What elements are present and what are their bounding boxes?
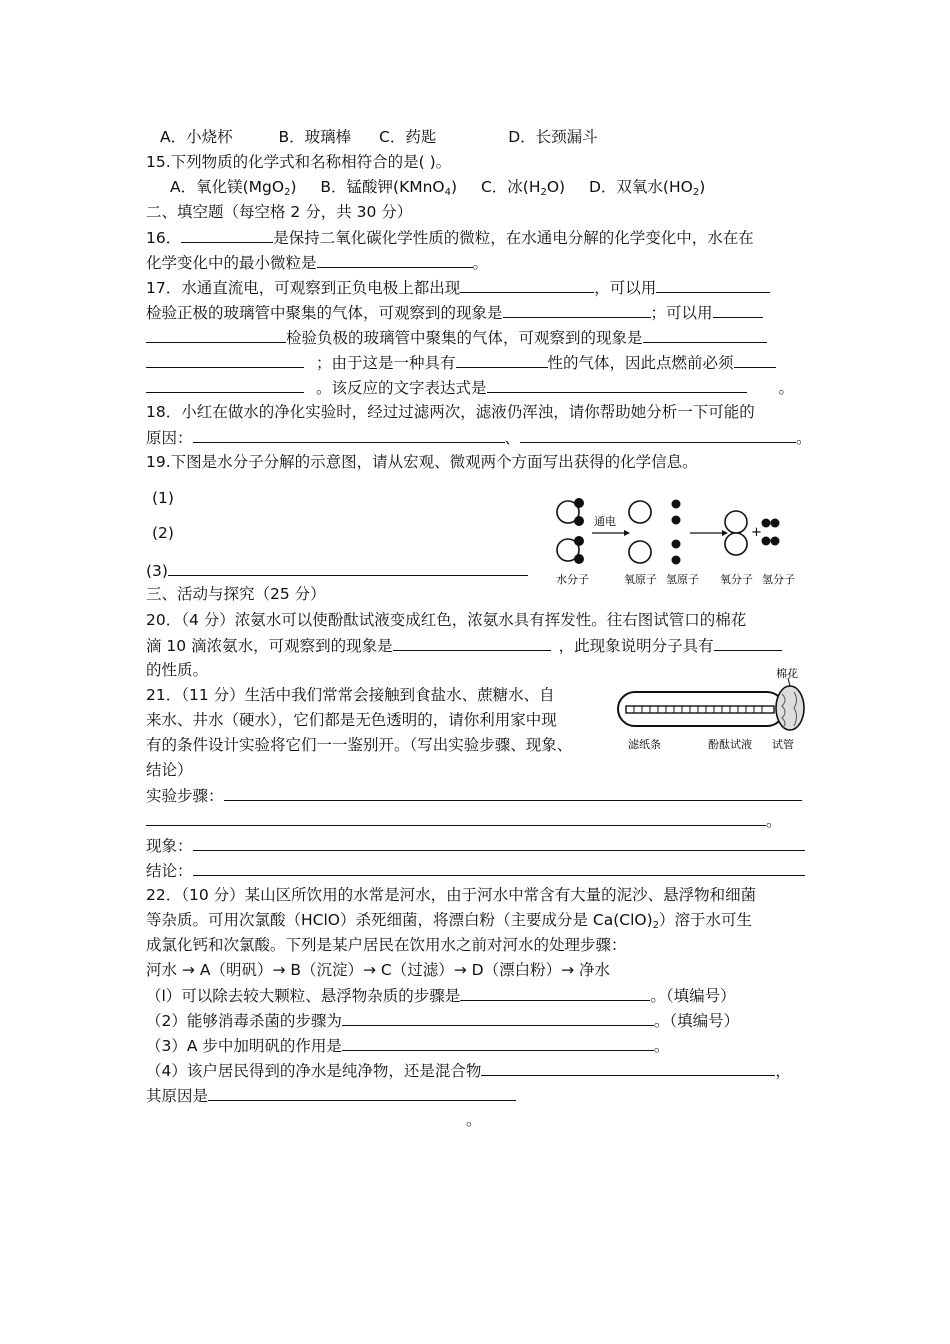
q20-blank-2[interactable] bbox=[714, 634, 782, 651]
water-molecule-1 bbox=[557, 498, 584, 526]
hydrogen-atom bbox=[672, 516, 681, 525]
q17-line5: 。该反应的文字表达式是 。 bbox=[146, 376, 794, 399]
hydrogen-atom bbox=[672, 500, 681, 509]
q22-blank-4[interactable] bbox=[481, 1059, 775, 1076]
q17-line1: 17．水通直流电，可观察到正负电极上都出现 ，可以用 bbox=[146, 276, 770, 299]
q22-line2: 等杂质。可用次氯酸（HClO）杀死细菌，将漂白粉（主要成分是 $Ca(ClO)_2$）溶于水可生 bbox=[146, 911, 753, 931]
q22-subq-3: （3）A 步中加明矾的作用是 。 bbox=[146, 1034, 669, 1057]
q22-blank-1[interactable] bbox=[460, 984, 650, 1001]
label-cotton: 棉花 bbox=[776, 667, 798, 680]
q21-steps-blank[interactable] bbox=[224, 784, 802, 801]
q17-line2: 检验正极的玻璃管中聚集的气体，可观察到的现象是 ；可以用 bbox=[146, 301, 763, 324]
q22-line1: 22．（10 分）某山区所饮用的水常是河水，由于河水中常含有大量的泥沙、悬浮物和细菌 bbox=[146, 886, 757, 904]
q15-option-c: C．冰$(H_2O)$ bbox=[480, 178, 566, 198]
q15-stem: 15.下列物质的化学式和名称相符合的是( )。 bbox=[146, 153, 452, 171]
q18-line1: 18．小红在做水的净化实验时，经过过滤两次，滤液仍浑浊，请你帮助她分析一下可能的 bbox=[146, 403, 755, 421]
q15-option-a: A．氧化镁(MgO$_2$) bbox=[170, 178, 297, 198]
q22-process-flow: 河水 → A（明矾）→ B（沉淀）→ C（过滤）→ D（漂白粉）→ 净水 bbox=[146, 961, 610, 979]
q14-option-a: A．小烧杯 bbox=[160, 128, 233, 146]
q21-steps-blank-2[interactable] bbox=[146, 809, 766, 826]
water-decomposition-diagram bbox=[548, 490, 810, 590]
q20-line1: 20．（4 分）浓氨水可以使酚酞试液变成红色，浓氨水具有挥发性。往右图试管口的棉花 bbox=[146, 611, 747, 629]
q21-phenomenon-blank[interactable] bbox=[193, 834, 805, 851]
q21-phenomenon: 现象： bbox=[146, 834, 805, 857]
q17-blank-5[interactable] bbox=[643, 326, 767, 343]
hydrogen-atom bbox=[672, 540, 681, 549]
arrow-label: 通电 bbox=[594, 515, 616, 528]
q21-line4: 结论） bbox=[146, 761, 193, 779]
label-oxygen-atom: 氧原子 bbox=[624, 573, 657, 586]
q19-blank-3[interactable] bbox=[168, 559, 528, 576]
label-filter-paper: 滤纸条 bbox=[628, 738, 661, 751]
q15-option-d: D．双氧水$(HO_2)$ bbox=[588, 178, 706, 198]
oxygen-atom-2 bbox=[629, 541, 651, 563]
q17-blank-7[interactable] bbox=[734, 351, 776, 368]
q22-subq-4: （4）该户居民得到的净水是纯净物，还是混合物 ， bbox=[146, 1059, 791, 1082]
q17-blank-4[interactable] bbox=[713, 301, 763, 318]
q21-line1: 21．（11 分）生活中我们常常会接触到食盐水、蔗糖水、自 bbox=[146, 686, 555, 704]
q17-blank-6[interactable] bbox=[456, 351, 548, 368]
q21-conclusion: 结论： bbox=[146, 859, 805, 882]
q19-item-2: (2) bbox=[152, 524, 174, 542]
label-oxygen-molecule: 氧分子 bbox=[720, 573, 753, 586]
label-water-molecule: 水分子 bbox=[556, 573, 589, 586]
hydrogen-atom bbox=[672, 556, 681, 565]
q17-blank-3[interactable] bbox=[503, 301, 651, 318]
test-tube-diagram bbox=[612, 664, 812, 754]
q17-blank-7b[interactable] bbox=[146, 376, 304, 393]
q18-line2: 原因： 、 。 bbox=[146, 426, 812, 449]
q17-blank-4b[interactable] bbox=[146, 326, 286, 343]
q22-blank-2[interactable] bbox=[342, 1009, 654, 1026]
q21-line2: 来水、井水（硬水），它们都是无色透明的，请你利用家中现 bbox=[146, 711, 557, 729]
hydrogen-molecule bbox=[762, 519, 771, 528]
q21-line3: 有的条件设计实验将它们一一鉴别开。（写出实验步骤、现象、 bbox=[146, 736, 573, 754]
q15-options bbox=[170, 176, 705, 204]
q17-blank-8[interactable] bbox=[487, 376, 747, 393]
q22-subq-1: （l）可以除去较大颗粒、悬浮物杂质的步骤是 。（填编号） bbox=[146, 984, 736, 1007]
label-test-tube: 试管 bbox=[772, 738, 794, 751]
q22-subq-2: （2）能够消毒杀菌的步骤为 。（填编号） bbox=[146, 1009, 739, 1032]
q22-end-period: 。 bbox=[466, 1111, 482, 1129]
q20-line3: 的性质。 bbox=[146, 661, 209, 679]
q18-blank-2[interactable] bbox=[520, 426, 796, 443]
q18-blank-1[interactable] bbox=[193, 426, 505, 443]
q21-steps-cont: 。 bbox=[146, 809, 782, 832]
filter-paper-strip bbox=[626, 706, 774, 713]
q22-blank-5[interactable] bbox=[208, 1084, 516, 1101]
q19-stem: 19.下图是水分子分解的示意图，请从宏观、微观两个方面写出获得的化学信息。 bbox=[146, 453, 698, 471]
q14-options bbox=[160, 126, 598, 148]
q16-blank-2[interactable] bbox=[317, 251, 473, 268]
q20-line2: 滴 10 滴浓氨水，可观察到的现象是 ，此现象说明分子具有 bbox=[146, 634, 782, 657]
plus-sign: + bbox=[751, 525, 762, 540]
q22-subq-4-reason: 其原因是 bbox=[146, 1084, 516, 1107]
q17-line4: ；由于这是一种具有 性的气体，因此点燃前必须 bbox=[146, 351, 776, 374]
q22-line3: 成氯化钙和次氯酸。下列是某户居民在饮用水之前对河水的处理步骤： bbox=[146, 936, 627, 954]
q17-blank-2[interactable] bbox=[656, 276, 770, 293]
oxygen-molecule bbox=[725, 511, 747, 533]
q21-conclusion-blank[interactable] bbox=[193, 859, 805, 876]
cotton-plug bbox=[776, 686, 804, 730]
q17-blank-1[interactable] bbox=[460, 276, 594, 293]
water-molecule-2 bbox=[557, 536, 584, 564]
q15-option-b: B．锰酸钾(KMnO$_4$) bbox=[320, 178, 458, 198]
label-hydrogen-atom: 氢原子 bbox=[666, 573, 699, 586]
q20-blank-1[interactable] bbox=[393, 634, 551, 651]
q17-line3: 检验负极的玻璃管中聚集的气体，可观察到的现象是 bbox=[146, 326, 767, 349]
section-3-heading: 三、活动与探究（25 分） bbox=[146, 585, 326, 603]
q21-steps: 实验步骤： bbox=[146, 784, 802, 807]
q14-option-b: B．玻璃棒 bbox=[278, 128, 352, 146]
q22-blank-3[interactable] bbox=[342, 1034, 654, 1051]
oxygen-atom-1 bbox=[629, 501, 651, 523]
q16-line2: 化学变化中的最小微粒是 。 bbox=[146, 251, 488, 274]
q14-option-d: D．长颈漏斗 bbox=[508, 128, 598, 146]
section-2-heading: 二、填空题（每空格 2 分，共 30 分） bbox=[146, 203, 413, 221]
label-phenolphthalein: 酚酞试液 bbox=[708, 738, 752, 751]
q16-line1: 16． 是保持二氧化碳化学性质的微粒，在水通电分解的化学变化中，水在在 bbox=[146, 226, 754, 249]
q14-option-c: C．药匙 bbox=[379, 128, 437, 146]
q17-blank-5b[interactable] bbox=[146, 351, 304, 368]
label-hydrogen-molecule: 氢分子 bbox=[762, 573, 795, 586]
q19-item-1: (1) bbox=[152, 489, 174, 507]
q19-item-3: (3) bbox=[146, 559, 528, 582]
hydrogen-molecule bbox=[762, 537, 771, 546]
q16-blank-1[interactable] bbox=[181, 226, 273, 243]
